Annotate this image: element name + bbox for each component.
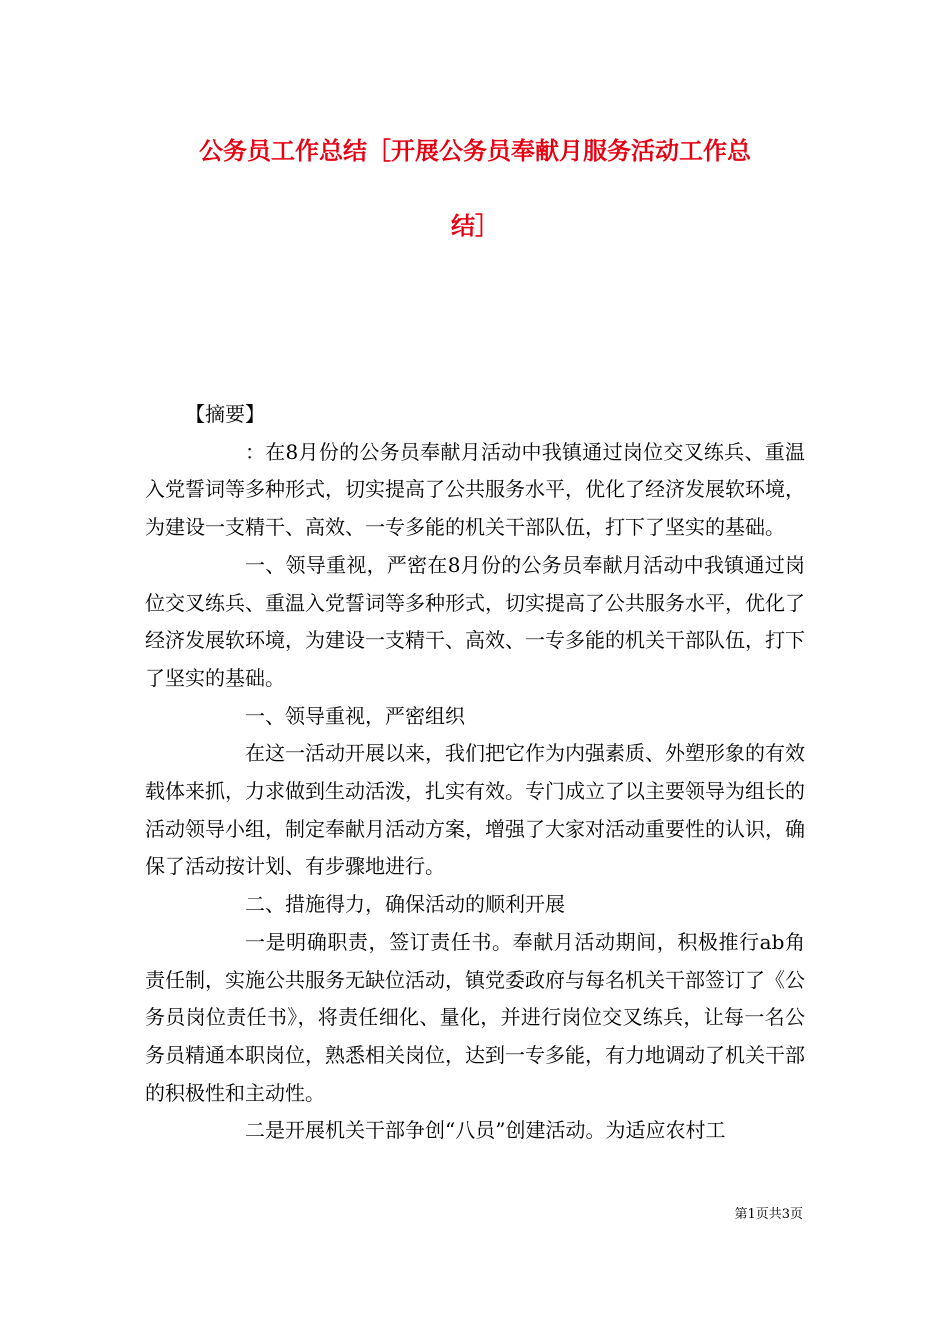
abstract-label: 【摘要】 (185, 402, 265, 426)
body-paragraph: 一、领导重视，严密在8月份的公务员奉献月活动中我镇通过岗位交叉练兵、重温入党誓词等多种形式，切实提高了公共服务水平，优化了经济发展软环境，为建设一支精干、高效、一专多能的机关干部队伍，打下了坚实的基础。 (145, 552, 805, 690)
document-title-line-2: 结］ (451, 211, 499, 240)
page-number-footer: 第1页共3页 (734, 1207, 803, 1222)
section-heading-2: 二、措施得力，确保活动的顺利开展 (245, 892, 565, 917)
abstract-paragraph: ：在8月份的公务员奉献月活动中我镇通过岗位交叉练兵、重温入党誓词等多种形式，切实提高了公共服务水平，优化了经济发展软环境，为建设一支精干、高效、一专多能的机关干部队伍，打下了坚实的基础。 (145, 439, 805, 540)
document-title-line-1: 公务员工作总结［开展公务员奉献月服务活动工作总 (199, 136, 751, 165)
body-paragraph: 在这一活动开展以来，我们把它作为内强素质、外塑形象的有效载体来抓，力求做到生动活泼，扎实有效。专门成立了以主要领导为组长的活动领导小组，制定奉献月活动方案，增强了大家对活动重要性的认识，确保了活动按计划、有步骤地进行。 (145, 741, 805, 879)
section-heading-1: 一、领导重视，严密组织 (245, 703, 465, 728)
body-paragraph: 一是明确职责，签订责任书。奉献月活动期间，积极推行ab角责任制，实施公共服务无缺位活动，镇党委政府与每名机关干部签订了《公务员岗位责任书》，将责任细化、量化，并进行岗位交叉练兵，让每一名公务员精通本职岗位，熟悉相关岗位，达到一专多能，有力地调动了机关干部的积极性和主动性。 (145, 929, 805, 1105)
body-paragraph: 二是开展机关干部争创“八员”创建活动。为适应农村工 (245, 1118, 726, 1143)
document-body (145, 396, 805, 1150)
